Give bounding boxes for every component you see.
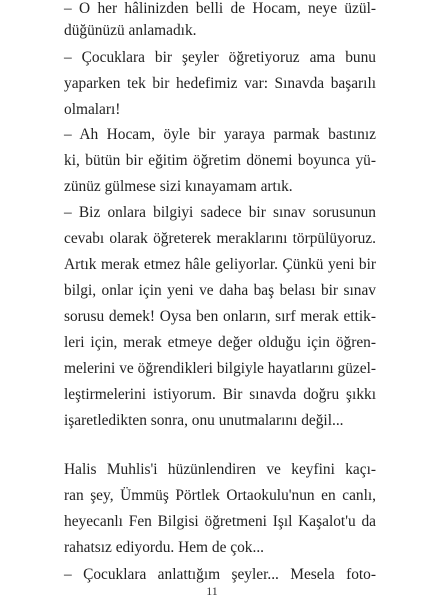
text-line: – O her hâlinizden belli de Hocam, neye üzül- <box>64 0 376 17</box>
text-line: düğünüzü anlamadık. <box>64 22 197 39</box>
text-line: Halis Muhlis'i hüzünlendiren ve keyfini kaçı- <box>64 461 376 478</box>
text-line: – Çocuklara bir şeyler öğretiyoruz ama bunu <box>64 49 376 66</box>
text-line: – Biz onlara bilgiyi sadece bir sınav sorusunun <box>64 204 376 221</box>
text-line: olmaları! <box>64 101 121 118</box>
text-line: ki, bütün bir eğitim öğretim dönemi boyunca yü- <box>64 152 376 169</box>
text-line: rahatsız ediyordu. Hem de çok... <box>64 539 265 556</box>
text-line: işaretledikten sonra, onu unutmalarını değil... <box>64 412 344 429</box>
text-line: leri için, merak etmeye değer olduğu için öğren- <box>64 334 376 351</box>
text-line: cevabı olarak öğreterek meraklarını törpülüyoruz. <box>64 230 376 247</box>
text-line: melerini ve öğrendikleri bilgiyle hayatlarını güzel- <box>64 360 376 377</box>
text-line: heyecanlı Fen Bilgisi öğretmeni Işıl Kaşalot'u da <box>64 513 376 530</box>
text-line: – Ah Hocam, öyle bir yaraya parmak bastınız <box>64 126 376 143</box>
text-line: Artık merak etmez hâle geliyorlar. Çünkü yeni bir <box>64 256 376 273</box>
text-line: sorusu demek! Oysa ben onların, sırf merak ettik- <box>64 308 376 325</box>
text-line: ran şey, Ümmüş Pörtlek Ortaokulu'nun en canlı, <box>64 487 376 504</box>
page-number: 11 <box>206 584 218 598</box>
text-line: – Çocuklara anlattığım şeyler... Mesela foto- <box>64 566 376 583</box>
text-line: bilgi, onlar için yeni ve daha baş belası bir sınav <box>64 282 376 299</box>
text-line: yaparken tek bir hedefimiz var: Sınavda başarılı <box>64 75 376 92</box>
text-line: leştirmelerini istiyorum. Bir sınavda doğru şıkkı <box>64 386 376 403</box>
text-line: zünüz gülmese sizi kınayamam artık. <box>64 178 293 195</box>
